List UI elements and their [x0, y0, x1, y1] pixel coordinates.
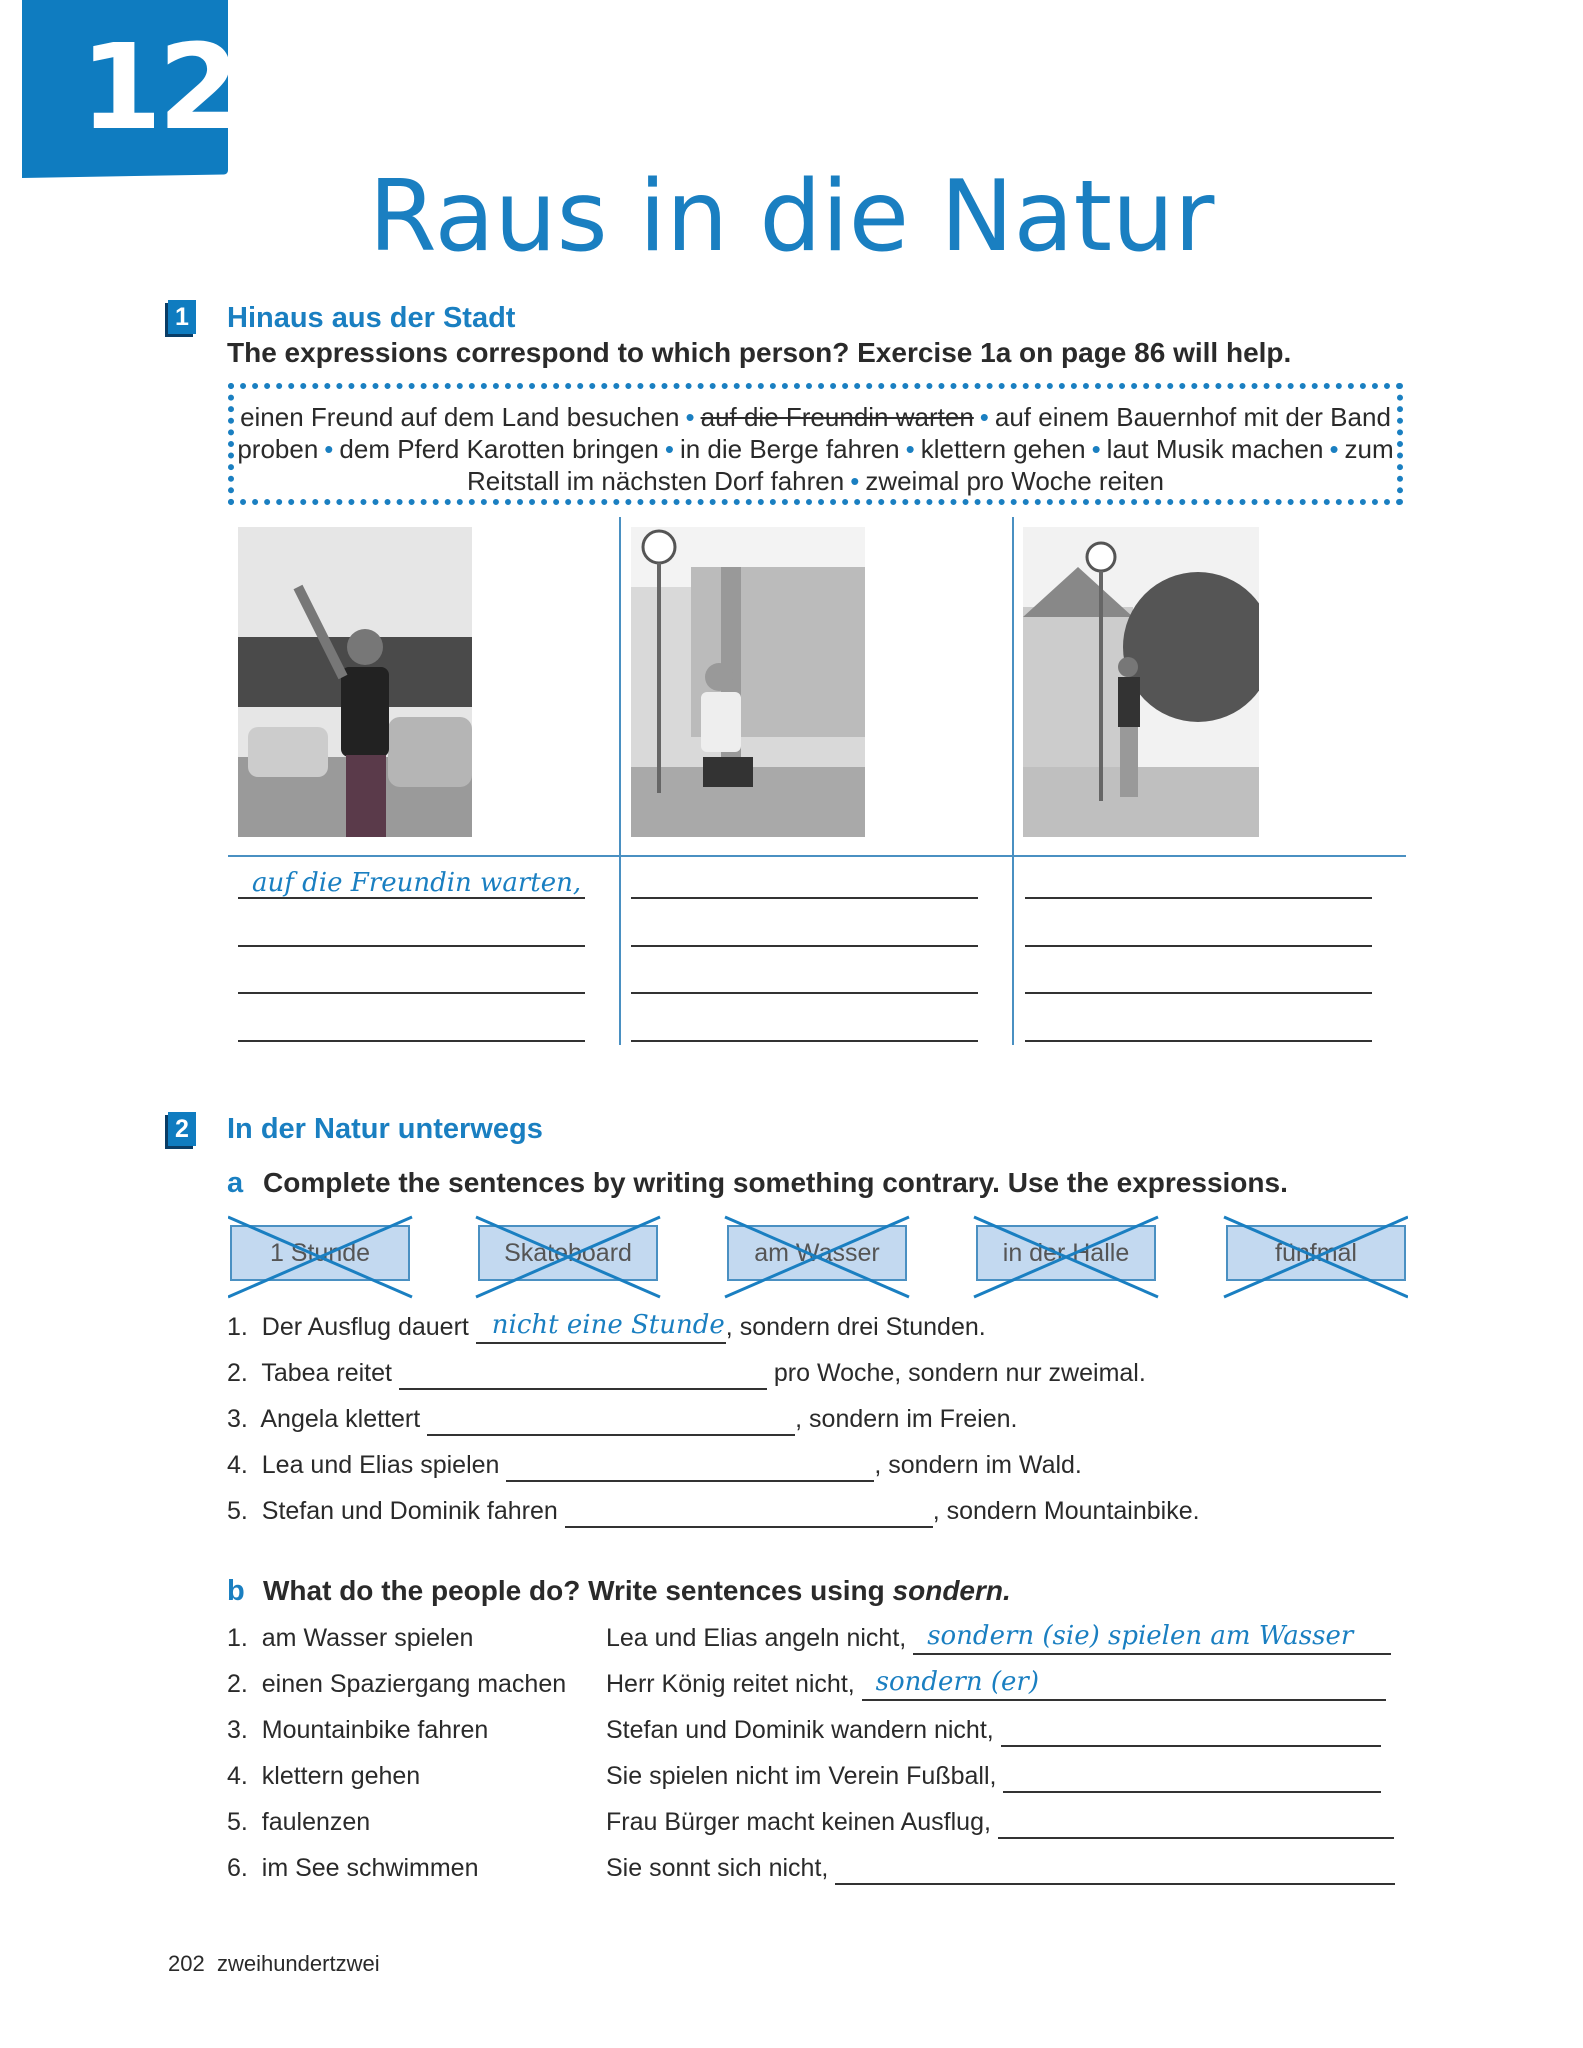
expression-box: in der Halle [976, 1225, 1156, 1281]
cue-row: 4. klettern gehen [227, 1762, 421, 1790]
cue-row: 3. Mountainbike fahren [227, 1716, 489, 1744]
photo-girl-bus-stop [1023, 527, 1259, 837]
cue-row: 2. einen Spaziergang machen [227, 1670, 567, 1698]
exercise-1-instruction: The expressions correspond to which person? Exercise 1a on page 86 will help. [227, 337, 1292, 368]
sentence-row: 5. Stefan und Dominik fahren , sondern Mountainbike. [227, 1497, 1200, 1528]
answer-line[interactable] [1025, 895, 1372, 899]
cross-out-marks [228, 1205, 1408, 1305]
word-item: klettern gehen [920, 434, 1086, 464]
footer [168, 1951, 380, 1977]
page-title: Raus in die Natur [368, 160, 1215, 274]
answer-blank[interactable] [399, 1359, 767, 1390]
word-item-crossed: auf die Freundin warten [700, 402, 974, 432]
part-a-instruction: Complete the sentences by writing something contrary. Use the expressions. [263, 1167, 1288, 1198]
answer-blank[interactable] [1001, 1716, 1381, 1747]
row-divider [228, 855, 1406, 857]
expression-box: fünfmal [1226, 1225, 1406, 1281]
expression-box: am Wasser [727, 1225, 907, 1281]
word-item: zweimal pro Woche reiten [865, 466, 1164, 496]
answer-blank[interactable] [1003, 1762, 1381, 1793]
answer-line[interactable] [238, 1038, 585, 1042]
exercise-2-title: In der Natur unterwegs [227, 1113, 543, 1145]
sentence-row: 4. Lea und Elias spielen , sondern im Wald. [227, 1451, 1082, 1482]
sentence-row: 2. Tabea reitet pro Woche, sondern nur zweimal. [227, 1359, 1146, 1390]
answer-blank[interactable] [506, 1451, 874, 1482]
answer-line[interactable] [1025, 943, 1372, 947]
photo-girl-waving [238, 527, 472, 837]
answer-line[interactable] [631, 895, 978, 899]
exercise-1-number: 1 [168, 300, 196, 334]
sentence-row: Frau Bürger macht keinen Ausflug, [606, 1808, 1394, 1839]
photo-boy-saxophone [631, 527, 865, 837]
answer-blank[interactable] [427, 1405, 795, 1436]
sentence-row: Herr König reitet nicht, sondern (er) [606, 1670, 1386, 1701]
answer-line[interactable] [631, 990, 978, 994]
sentence-row: Lea und Elias angeln nicht, sondern (sie) spielen am Wasser [606, 1624, 1391, 1655]
cue-row: 1. am Wasser spielen [227, 1624, 474, 1652]
handwritten-answer: sondern (sie) spielen am Wasser [927, 1621, 1354, 1651]
word-item: dem Pferd Karotten bringen [339, 434, 659, 464]
answer-line[interactable] [238, 990, 585, 994]
answer-blank[interactable] [565, 1497, 933, 1528]
answer-blank[interactable] [835, 1854, 1395, 1885]
cue-row: 5. faulenzen [227, 1808, 371, 1836]
word-item: laut Musik machen [1106, 434, 1324, 464]
answer-line[interactable] [631, 1038, 978, 1042]
expression-box: 1 Stunde [230, 1225, 410, 1281]
answer-line[interactable] [238, 895, 585, 899]
answer-line[interactable] [1025, 1038, 1372, 1042]
handwritten-answer: nicht eine Stunde [491, 1310, 725, 1340]
exercise-2-number: 2 [168, 1112, 196, 1146]
part-b-letter: b [227, 1575, 245, 1607]
answer-blank[interactable] [913, 1621, 1391, 1655]
column-divider [1012, 517, 1014, 1045]
handwritten-answer: sondern (er) [875, 1667, 1039, 1697]
answer-line[interactable] [631, 943, 978, 947]
answer-line[interactable] [1025, 990, 1372, 994]
answer-blank[interactable] [862, 1667, 1386, 1701]
exercise-1-title: Hinaus aus der Stadt [227, 302, 516, 334]
part-b-instruction: What do the people do? Write sentences using sondern. [263, 1575, 1011, 1606]
word-item: zum Reitstall im nächsten Dorf fahren [467, 434, 1394, 496]
sentence-row: 3. Angela klettert , sondern im Freien. [227, 1405, 1017, 1436]
sentence-row: Sie sonnt sich nicht, [606, 1854, 1395, 1885]
column-divider [619, 517, 621, 1045]
handwritten-answer: auf die Freundin warten, [252, 868, 582, 898]
page-number: 202 [168, 1951, 205, 1976]
cue-row: 6. im See schwimmen [227, 1854, 479, 1882]
sentence-row: Sie spielen nicht im Verein Fußball, [606, 1762, 1381, 1793]
part-a-letter: a [227, 1167, 244, 1199]
page-number-word: zweihundertzwei [216, 1951, 380, 1976]
word-item: auf einem Bauernhof mit der Band proben [237, 402, 1391, 464]
answer-line[interactable] [238, 943, 585, 947]
answer-blank[interactable] [998, 1808, 1394, 1839]
word-item: einen Freund auf dem Land besuchen [240, 402, 680, 432]
sentence-row: Stefan und Dominik wandern nicht, [606, 1716, 1381, 1747]
chapter-number: 12 [80, 18, 237, 156]
word-item: in die Berge fahren [679, 434, 900, 464]
sentence-row: 1. Der Ausflug dauert nicht eine Stunde , sondern drei Stunden. [227, 1313, 986, 1344]
word-box: einen Freund auf dem Land besuchen • auf die Freundin warten • auf einem Bauernhof mit der Band proben • dem Pferd Karotten bringen • in die Berge fahren • klettern gehen • laut Musik machen • zum Reitstall im nächsten Dorf fahren • zweimal pro Woche reiten [228, 383, 1403, 505]
expression-box: Skateboard [478, 1225, 658, 1281]
